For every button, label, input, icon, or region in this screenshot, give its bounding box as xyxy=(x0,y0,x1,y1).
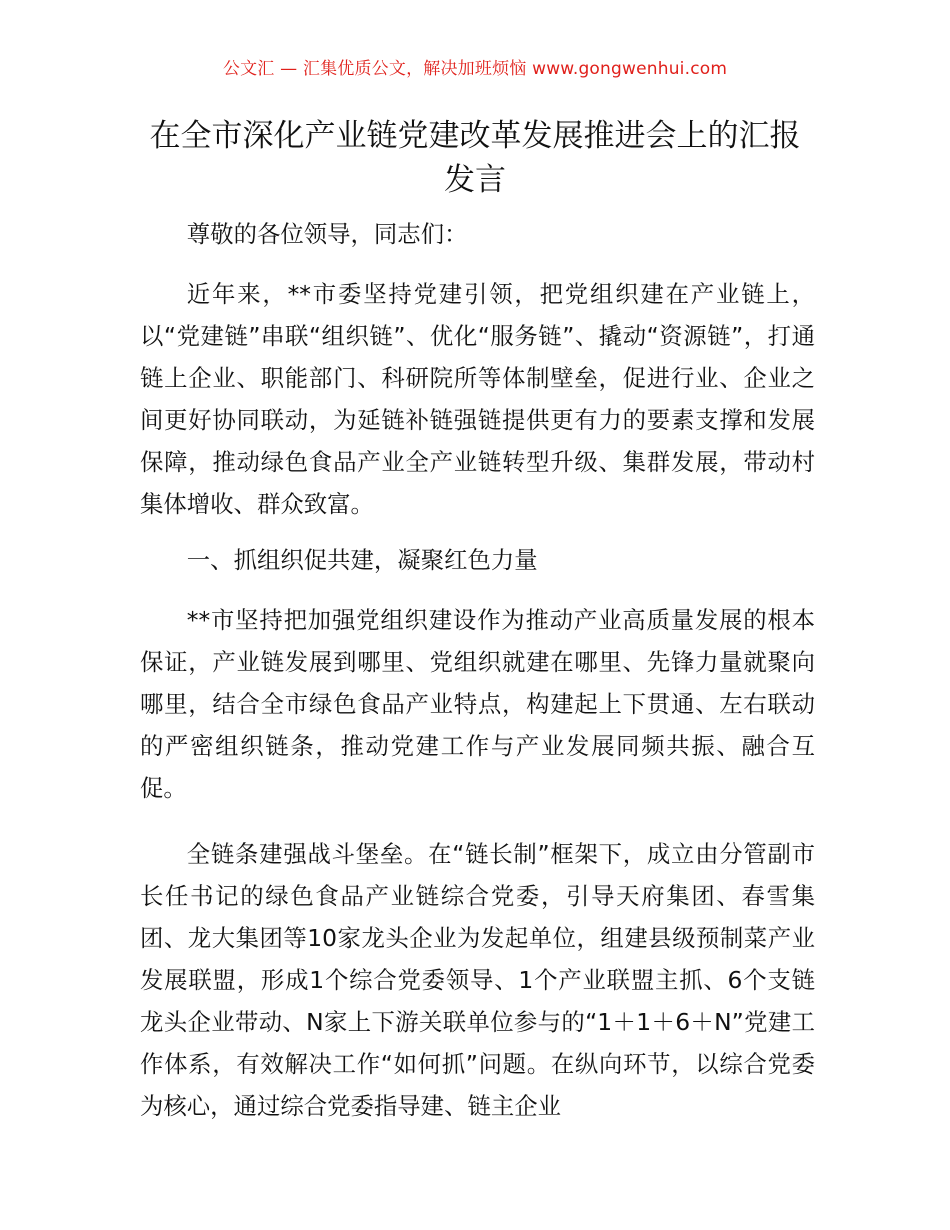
document-body xyxy=(140,213,815,1141)
site-banner: 公文汇 — 汇集优质公文，解决加班烦恼 www.gongwenhui.com xyxy=(222,59,728,79)
salutation: 尊敬的各位领导，同志们： xyxy=(186,220,468,248)
section-paragraph: **市坚持把加强党组织建设作为推动产业高质量发展的根本保证，产业链发展到哪里、党组织就建在哪里、先锋力量就聚向哪里，结合全市绿色食品产业特点，构建起上下贯通、左右联动的严密组织链条，推动党建工作与产业发展同频共振、融合互促。 xyxy=(140,606,815,802)
intro-paragraph: 近年来，**市委坚持党建引领，把党组织建在产业链上，以“党建链”串联“组织链”、优化“服务链”、撬动“资源链”，打通链上企业、职能部门、科研院所等体制壁垒，促进行业、企业之间更好协同联动，为延链补链强链提供更有力的要素支撑和发展保障，推动绿色食品产业全产业链转型升级、集群发展，带动村集体增收、群众致富。 xyxy=(140,280,815,518)
section-paragraph: 全链条建强战斗堡垒。在“链长制”框架下，成立由分管副市长任书记的绿色食品产业链综合党委，引导天府集团、春雪集团、龙大集团等10家龙头企业为发起单位，组建县级预制菜产业发展联盟，形成1个综合党委领导、1个产业联盟主抓、6个支链龙头企业带动、N家上下游关联单位参与的“1＋1＋6＋N”党建工作体系，有效解决工作“如何抓”问题。在纵向环节，以综合党委为核心，通过综合党委指导建、链主企业 xyxy=(140,840,815,1120)
section-heading: 一、抓组织促共建，凝聚红色力量 xyxy=(186,546,538,574)
document-title: 在全市深化产业链党建改革发展推进会上的汇报发言 xyxy=(149,118,801,198)
